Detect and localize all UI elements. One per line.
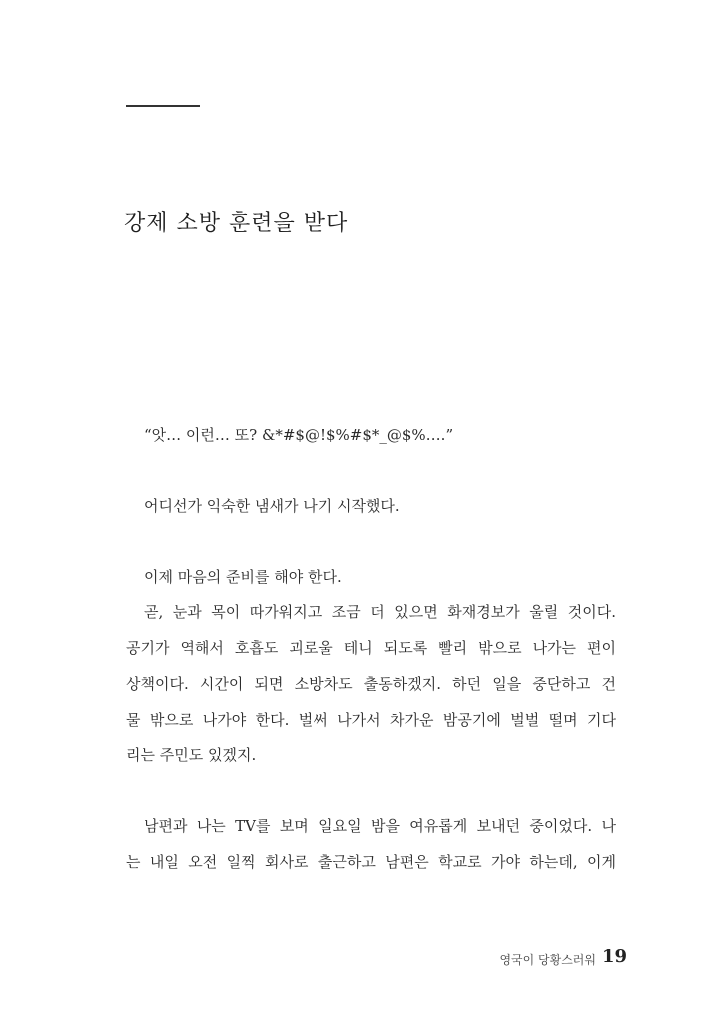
running-footer-title: 영국이 당황스러워 <box>499 953 596 967</box>
page-number: 19 <box>602 946 628 967</box>
paragraph-line: 곧, 눈과 목이 따가워지고 조금 더 있으면 화재경보가 울릴 것이다. <box>144 603 616 621</box>
paragraph-line: 물 밖으로 나가야 한다. 벌써 나가서 차가운 밤공기에 벌벌 떨며 기다 <box>126 711 616 729</box>
paragraph-line: 남편과 나는 TV를 보며 일요일 밤을 여유롭게 보내던 중이었다. 나 <box>144 817 616 835</box>
paragraph-line: 공기가 역해서 호흡도 괴로울 테니 되도록 빨리 밖으로 나가는 편이 <box>126 639 616 657</box>
chapter-title: 강제 소방 훈련을 받다 <box>124 211 349 236</box>
paragraph-line: “앗… 이런… 또? &*#$@!$%#$*_@$%….” <box>144 426 454 444</box>
paragraph-line: 리는 주민도 있겠지. <box>126 746 257 764</box>
paragraph-line: 는 내일 오전 일찍 회사로 출근하고 남편은 학교로 가야 하는데, 이게 <box>126 853 616 871</box>
paragraph-line: 이제 마음의 준비를 해야 한다. <box>144 568 342 586</box>
paragraph-line: 어디선가 익숙한 냄새가 나기 시작했다. <box>144 497 400 515</box>
paragraph-line: 상책이다. 시간이 되면 소방차도 출동하겠지. 하던 일을 중단하고 건 <box>126 675 616 693</box>
chapter-rule <box>126 105 200 107</box>
